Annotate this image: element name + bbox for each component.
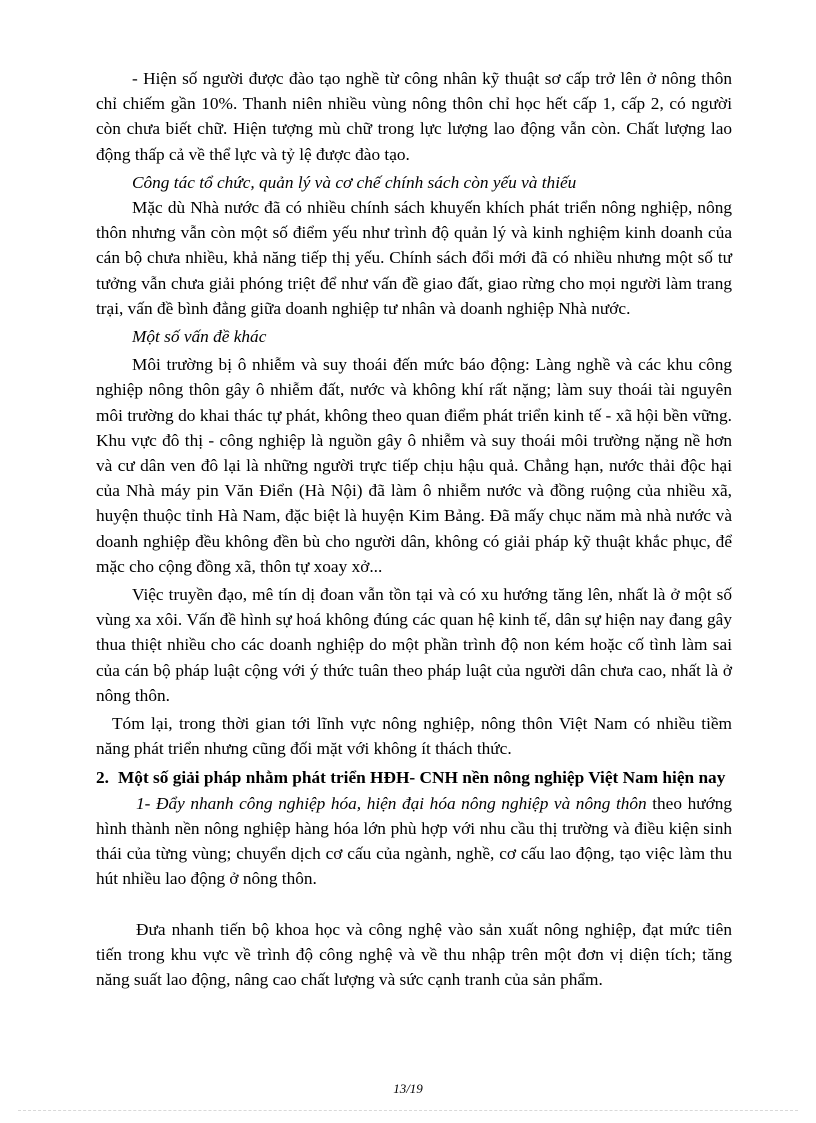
section-heading	[96, 765, 732, 790]
paragraph-environment: Môi trường bị ô nhiễm và suy thoái đến mức báo động: Làng nghề và các khu công nghiệp nông thôn gây ô nhiễm đất, nước và không khí rất nặng; làm suy thoái tài nguyên môi trường do khai thác tự phát, không theo quan điểm phát triển kinh tế - xã hội bền vững. Khu vực đô thị - công nghiệp là nguồn gây ô nhiễm và suy thoái môi trường nặng nề hơn và cư dân ven đô lại là những người trực tiếp chịu hậu quả. Chẳng hạn, nước thải độc hại của Nhà máy pin Văn Điển (Hà Nội) đã làm ô nhiễm nước và đồng ruộng của nhiều xã, huyện thuộc tỉnh Hà Nam, đặc biệt là huyện Kim Bảng. Đã mấy chục năm mà nhà nước và doanh nghiệp đều không đền bù cho người dân, không có giải pháp kỹ thuật khắc phục, để mặc cho cộng đồng xã, thôn tự xoay xở...	[96, 355, 732, 576]
subheading-organization: Công tác tổ chức, quản lý và cơ chế chính sách còn yếu và thiếu	[132, 172, 577, 192]
footer-divider	[18, 1110, 798, 1111]
page-content	[96, 66, 732, 992]
section-number: 2.	[96, 768, 109, 788]
page-number: 13/19	[393, 1081, 423, 1096]
solution-1-text: theo hướng hình thành nền nông nghiệp hàng hóa lớn phù hợp với nhu cầu thị trường và điều kiện sinh thái của từng vùng; chuyển dịch cơ cấu của ngành, nghề, cơ cấu lao động, tạo việc làm thu hút nhiều lao động ở nông thôn.	[96, 793, 732, 889]
paragraph-solution-1	[96, 791, 732, 892]
paragraph-summary: Tóm lại, trong thời gian tới lĩnh vực nông nghiệp, nông thôn Việt Nam có nhiều tiềm năng phát triển nhưng cũng đối mặt với không ít thách thức.	[96, 714, 732, 759]
paragraph-technology: Đưa nhanh tiến bộ khoa học và công nghệ vào sản xuất nông nghiệp, đạt mức tiên tiến trong khu vực về trình độ công nghệ và về thu nhập trên một đơn vị diện tích; tăng năng suất lao động, nâng cao chất lượng và sức cạnh tranh của sản phẩm.	[96, 919, 732, 989]
paragraph-policy: Mặc dù Nhà nước đã có nhiều chính sách khuyến khích phát triển nông nghiệp, nông thôn nhưng vẫn còn một số điểm yếu như trình độ quản lý và kinh nghiệm kinh doanh của cán bộ chưa nhiều, khả năng tiếp thị yếu. Chính sách đổi mới đã có nhiều nhưng một số tư tưởng vẫn chưa giải phóng triệt để như vấn đề giao đất, giao rừng cho mọi người làm trang trại, vấn đề bình đẳng giữa doanh nghiệp tư nhân và doanh nghiệp Nhà nước.	[96, 198, 732, 318]
subheading-other-issues: Một số vấn đề khác	[132, 327, 267, 347]
paragraph-superstition: Việc truyền đạo, mê tín dị đoan vẫn tồn tại và có xu hướng tăng lên, nhất là ở một số vùng xa xôi. Vấn đề hình sự hoá không đúng các quan hệ kinh tế, dân sự hiện nay đang gây thua thiệt nhiều cho các doanh nghiệp do một phần trình độ non kém hoặc cố tình làm sai của cán bộ pháp luật cộng với ý thức tuân theo pháp luật của người dân chưa cao, nhất là ở nông thôn.	[96, 585, 732, 705]
section-title: Một số giải pháp nhằm phát triển HĐH- CNH nền nông nghiệp Việt Nam hiện nay	[118, 768, 726, 788]
solution-1-title: 1- Đẩy nhanh công nghiệp hóa, hiện đại hóa nông nghiệp và nông thôn	[136, 793, 647, 813]
paragraph-training: - Hiện số người được đào tạo nghề từ công nhân kỹ thuật sơ cấp trở lên ở nông thôn chỉ chiếm gần 10%. Thanh niên nhiều vùng nông thôn chỉ học hết cấp 1, cấp 2, có người còn chưa biết chữ. Hiện tượng mù chữ trong lực lượng lao động vẫn còn. Chất lượng lao động thấp cả về thể lực và tỷ lệ được đào tạo.	[96, 69, 732, 164]
